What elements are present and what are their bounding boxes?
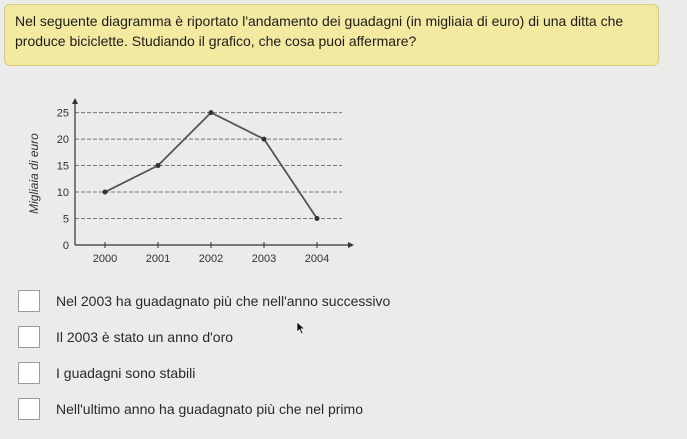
y-axis-arrow bbox=[72, 98, 78, 104]
data-point-2002 bbox=[209, 110, 214, 115]
y-tick-label-10: 10 bbox=[56, 187, 69, 200]
y-tick-label-15: 15 bbox=[56, 160, 69, 173]
chart-svg bbox=[24, 98, 364, 273]
checkbox-2[interactable] bbox=[18, 362, 40, 384]
x-tick-label-2000: 2000 bbox=[92, 253, 118, 265]
checkbox-3[interactable] bbox=[18, 398, 40, 420]
option-label-3: Nell'ultimo anno ha guadagnato più che nel primo bbox=[56, 401, 363, 417]
y-tick-label-0: 0 bbox=[62, 240, 69, 252]
answer-options bbox=[18, 283, 390, 427]
data-point-2000 bbox=[103, 190, 108, 195]
x-axis-arrow bbox=[348, 242, 354, 248]
y-axis-label: Migliaia di euro bbox=[27, 133, 41, 214]
option-3[interactable] bbox=[18, 391, 390, 427]
data-point-2001 bbox=[156, 163, 161, 168]
y-tick-label-25: 25 bbox=[56, 107, 69, 120]
option-label-0: Nel 2003 ha guadagnato più che nell'anno successivo bbox=[56, 293, 391, 309]
data-point-2004 bbox=[315, 216, 320, 221]
option-label-2: I guadagni sono stabili bbox=[56, 365, 196, 381]
option-0[interactable] bbox=[18, 283, 390, 319]
data-point-2003 bbox=[262, 137, 267, 142]
x-tick-label-2004: 2004 bbox=[304, 253, 330, 265]
option-label-1: Il 2003 è stato un anno d'oro bbox=[56, 329, 234, 345]
y-tick-label-20: 20 bbox=[56, 134, 69, 147]
mouse-cursor-icon bbox=[296, 321, 306, 335]
x-tick-label-2003: 2003 bbox=[251, 253, 277, 265]
x-tick-label-2001: 2001 bbox=[145, 253, 171, 265]
option-2[interactable] bbox=[18, 355, 390, 391]
checkbox-1[interactable] bbox=[18, 326, 40, 348]
x-tick-label-2002: 2002 bbox=[198, 253, 224, 265]
option-1[interactable] bbox=[18, 319, 390, 355]
question-text: Nel seguente diagramma è riportato l'andamento dei guadagni (in migliaia di euro) di una ditta che produce biciclette. Studiando il grafico, che cosa puoi affermare? bbox=[15, 13, 624, 49]
line-chart bbox=[24, 98, 364, 273]
checkbox-0[interactable] bbox=[18, 290, 40, 312]
y-tick-label-5: 5 bbox=[62, 213, 69, 226]
question-box bbox=[4, 4, 659, 66]
